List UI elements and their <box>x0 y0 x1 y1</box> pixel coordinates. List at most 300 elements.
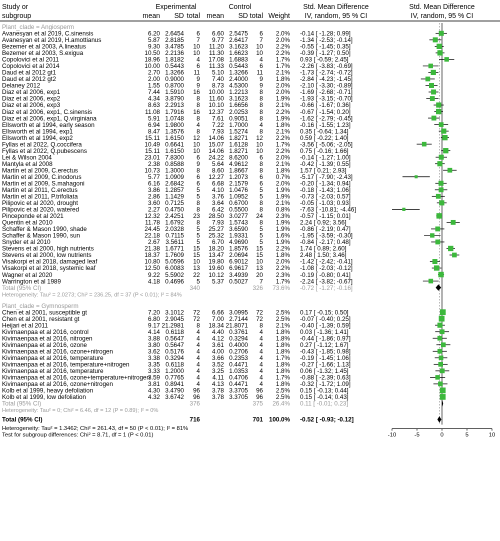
exp-sd: 2.6454 <box>165 30 184 38</box>
ctrl-sd: 1.0353 <box>229 368 248 376</box>
ctrl-mean: 7.93 <box>211 219 224 227</box>
smd-ci: 0.35 [ -0.64; 1.34] <box>300 128 349 136</box>
exp-mean: 8.63 <box>147 102 160 110</box>
exp-mean: 24.45 <box>144 226 160 234</box>
weight: 2.1% <box>275 322 290 330</box>
exp-sd: 3.6742 <box>165 394 184 402</box>
ctrl-mean: 8.73 <box>211 82 224 90</box>
smd-ci: -0.67 [ -1.54; 0.20] <box>300 108 351 116</box>
study-name: Stevens et al 2000, high nutrients <box>2 245 94 253</box>
study-name: Kivimaenpaa et al 2016, ozone+nitrogen <box>2 348 113 356</box>
ctrl-mean: 5.64 <box>211 160 224 168</box>
smd-ci: -0.88 [ -2.39; 0.63] <box>300 374 351 382</box>
exp-total: 6 <box>196 30 200 38</box>
ctrl-sd: 0.3294 <box>229 335 248 343</box>
subgroup-total-weight: 73.6% <box>272 284 290 292</box>
effect-square <box>438 272 443 277</box>
exp-total: 10 <box>193 147 200 155</box>
smd-ci: -2.84 [ -4.23; -1.45] <box>300 76 353 84</box>
smd-ci: -1.69 [ -2.68; -0.71] <box>300 89 353 97</box>
overall-exp-n: 716 <box>189 416 200 424</box>
ctrl-mean: 25.32 <box>208 232 224 240</box>
ctrl-sd: 3.0277 <box>229 213 248 221</box>
effect-square <box>439 356 444 361</box>
exp-mean: 9.22 <box>147 271 160 279</box>
ctrl-total: 4 <box>259 341 263 349</box>
effect-square <box>435 226 440 231</box>
ctrl-mean: 13.47 <box>208 252 224 260</box>
study-name: Fyllas et al 2022, Q.coccifera <box>2 141 82 149</box>
ctrl-mean: 7.40 <box>211 76 224 84</box>
ctrl-mean: 24.22 <box>208 154 224 162</box>
exp-total: 5 <box>196 278 200 286</box>
study-name: Ellsworth et al 1994, early season <box>2 121 95 129</box>
ctrl-mean: 19.80 <box>208 258 224 266</box>
subgroup-total-weight: 26.4% <box>272 400 290 408</box>
x-tick-label: -10 <box>387 432 397 439</box>
ctrl-mean: 6.66 <box>211 309 224 317</box>
study-name: Heijari et al 2011 <box>2 322 48 330</box>
overall-ctrl-n: 701 <box>252 416 263 424</box>
effect-square <box>452 253 457 258</box>
ctrl-mean: 4.12 <box>211 335 224 343</box>
weight: 1.8% <box>275 252 290 260</box>
exp-mean: 1.55 <box>147 82 160 90</box>
exp-total: 8 <box>196 200 200 208</box>
x-tick-label: 0 <box>440 432 444 439</box>
ctrl-sd: 1.7000 <box>229 121 248 129</box>
ctrl-total: 8 <box>259 322 263 330</box>
header-control: Control <box>228 4 252 11</box>
weight: 1.7% <box>275 141 290 149</box>
ctrl-total: 8 <box>259 102 263 110</box>
subgroup-heterogeneity: Heterogeneity: Tau² = 2.0273; Chi² = 236.25, df = 37 (P < 0.01); I² = 84% <box>2 292 182 299</box>
ctrl-total: 6 <box>259 173 263 181</box>
effect-square <box>432 259 437 264</box>
ctrl-total: 4 <box>259 348 263 356</box>
smd-ci: 0.15 [ -0.14; 0.43] <box>300 394 349 402</box>
weight: 1.8% <box>275 381 290 389</box>
ctrl-total: 10 <box>256 147 263 155</box>
exp-mean: 5.91 <box>147 115 160 123</box>
effect-square <box>448 246 453 251</box>
ctrl-sd: 3.1623 <box>229 95 248 103</box>
exp-sd: 1.2000 <box>165 368 184 376</box>
exp-mean: 7.44 <box>147 89 160 97</box>
weight: 1.9% <box>275 95 290 103</box>
exp-sd: 2.0328 <box>165 226 184 234</box>
ctrl-mean: 15.07 <box>208 141 224 149</box>
ctrl-sd: 0.2706 <box>229 348 248 356</box>
weight: 1.9% <box>275 115 290 123</box>
study-name: Diaz et al 2006, exp2 <box>2 95 61 103</box>
ctrl-mean: 4.40 <box>211 328 224 336</box>
exp-sd: 3.8790 <box>165 95 184 103</box>
exp-sd: 3.5611 <box>165 239 184 247</box>
ctrl-mean: 9.77 <box>211 37 224 45</box>
effect-square <box>431 116 436 121</box>
subgroup-heterogeneity: Heterogeneity: Tau² = 0; Chi² = 6.46, df = 12 (P = 0.89); I² = 0% <box>2 408 159 415</box>
overall-weight: 100.0% <box>269 416 290 424</box>
ctrl-sd: 1.6128 <box>229 141 248 149</box>
ctrl-mean: 12.27 <box>208 173 224 181</box>
effect-square <box>439 187 444 192</box>
weight: 2.5% <box>275 315 290 323</box>
ctrl-total: 5 <box>259 193 263 201</box>
ctrl-total: 8 <box>259 160 263 168</box>
ctrl-total: 4 <box>259 328 263 336</box>
exp-total: 4 <box>196 56 200 64</box>
exp-mean: 2.67 <box>147 239 160 247</box>
weight: 2.2% <box>275 43 290 51</box>
weight: 2.1% <box>275 200 290 208</box>
smd-ci: -0.20 [ -1.34; 0.94] <box>300 180 351 188</box>
header-smd-line1: Std. Mean Difference <box>303 4 369 11</box>
exp-mean: 8.47 <box>147 128 160 136</box>
study-name: Quentin et al 2010 <box>2 219 53 227</box>
weight: 2.0% <box>275 30 290 38</box>
effect-square <box>430 233 434 237</box>
ctrl-sd: 3.0995 <box>229 309 248 317</box>
ctrl-sd: 2.0253 <box>229 108 248 116</box>
weight: 2.2% <box>275 108 290 116</box>
x-tick-label: 5 <box>465 432 469 439</box>
x-tick-label: 10 <box>488 432 496 439</box>
exp-mean: 11.78 <box>144 219 160 227</box>
effect-square <box>430 96 435 101</box>
ctrl-total: 15 <box>256 245 263 253</box>
exp-sd: 2.2913 <box>165 102 184 110</box>
ctrl-mean: 4.00 <box>211 348 224 356</box>
study-name: Lei & Wilson 2004 <box>2 154 52 162</box>
weight: 1.8% <box>275 121 290 129</box>
header-ctrl-sd: SD <box>238 13 248 20</box>
effect-square <box>444 57 449 62</box>
smd-ci: -3.56 [ -5.06; -2.05] <box>300 141 353 149</box>
header-ctrl-mean: mean <box>206 13 224 20</box>
exp-total: 8 <box>196 128 200 136</box>
effect-square <box>440 388 446 394</box>
weight: 2.0% <box>275 258 290 266</box>
ctrl-total: 8 <box>259 167 263 175</box>
header-ctrl-total: total <box>249 13 263 20</box>
exp-sd: 3.4785 <box>165 43 184 51</box>
exp-total: 5 <box>196 239 200 247</box>
effect-square <box>435 240 440 245</box>
exp-mean: 10.73 <box>144 167 160 175</box>
weight: 1.8% <box>275 328 290 336</box>
ctrl-sd: 0.9051 <box>229 115 248 123</box>
exp-sd: 0.7115 <box>165 232 184 240</box>
study-name: Kivimaenpaa et al 2016, nitrogen <box>2 335 93 343</box>
ctrl-sd: 0.4000 <box>229 341 248 349</box>
exp-sd: 0.6641 <box>165 141 184 149</box>
ctrl-mean: 3.76 <box>211 193 224 201</box>
study-name: Diaz et al 2006, exp3 <box>2 102 61 110</box>
weight: 1.8% <box>275 167 290 175</box>
ctrl-mean: 18.34 <box>208 322 224 330</box>
smd-ci: -0.44 [ -1.86; 0.97] <box>300 335 351 343</box>
smd-ci: 0.03 [ -1.36; 1.41] <box>300 328 349 336</box>
study-name: Diaz et al 2006, exp1, Q.virginiana <box>2 115 97 123</box>
study-name: Copolovici et al 2011 <box>2 56 59 64</box>
exp-sd: 2.6842 <box>165 180 184 188</box>
exp-mean: 12.50 <box>144 265 160 273</box>
study-name: Snyder et al 2010 <box>2 239 51 247</box>
ctrl-mean: 4.13 <box>211 381 224 389</box>
ctrl-sd: 3.6590 <box>229 226 248 234</box>
smd-ci: -0.14 [ -1.27; 1.00] <box>300 154 351 162</box>
exp-mean: 2.00 <box>147 76 160 84</box>
exp-total: 4 <box>196 368 200 376</box>
exp-sd: 1.9800 <box>165 121 184 129</box>
ctrl-total: 13 <box>256 265 263 273</box>
ctrl-sd: 0.5027 <box>229 278 248 286</box>
study-name: Wagner et al 2020 <box>2 271 53 279</box>
exp-sd: 2.2136 <box>165 50 184 58</box>
ctrl-mean: 3.52 <box>211 361 224 369</box>
exp-total: 72 <box>193 309 200 317</box>
header-plot-line2: IV, random, 95 % CI <box>410 13 474 20</box>
exp-mean: 2.70 <box>147 69 160 77</box>
smd-ci: -1.08 [ -2.03; -0.12] <box>300 265 353 273</box>
exp-sd: 1.0909 <box>165 173 184 181</box>
footer-line: Test for subgroup differences: Chi² = 8.71, df = 1 (P < 0.01) <box>2 432 154 439</box>
exp-total: 4 <box>196 335 200 343</box>
effect-square <box>439 316 445 322</box>
exp-mean: 2.27 <box>147 206 160 214</box>
study-name: Kivimaenpaa et al 2016, ozone+temperature+nitrogen <box>2 374 150 382</box>
ctrl-total: 4 <box>259 335 263 343</box>
exp-total: 10 <box>193 50 200 58</box>
ctrl-mean: 5.37 <box>211 278 224 286</box>
ctrl-total: 5 <box>259 239 263 247</box>
weight: 2.1% <box>275 69 290 77</box>
exp-mean: 4.30 <box>147 387 160 395</box>
study-name: Daud et al 2012 gt2 <box>2 76 57 84</box>
exp-mean: 3.60 <box>147 200 160 208</box>
exp-total: 10 <box>193 43 200 51</box>
effect-square <box>439 155 444 160</box>
ctrl-sd: 0.3761 <box>229 328 248 336</box>
smd-ci: 1.74 [ 0.89; 2.60] <box>300 245 347 253</box>
exp-mean: 11.08 <box>144 108 160 116</box>
exp-sd: 1.3576 <box>165 128 184 136</box>
exp-mean: 2.38 <box>147 160 160 168</box>
ctrl-sd: 1.5274 <box>229 128 248 136</box>
smd-ci: -1.62 [ -2.79; -0.45] <box>300 115 353 123</box>
exp-mean: 10.50 <box>144 50 160 58</box>
exp-mean: 21.38 <box>144 245 160 253</box>
overall-ci: -0.52 [ -0.93; -0.12] <box>300 416 354 424</box>
smd-ci: 0.06 [ -1.32; 1.45] <box>300 368 349 376</box>
ctrl-total: 96 <box>256 387 263 395</box>
exp-sd: 0.4750 <box>165 206 184 214</box>
effect-square <box>437 336 442 341</box>
weight: 2.2% <box>275 265 290 273</box>
study-name: Schaffer & Mason 1990, sun <box>2 232 80 240</box>
ctrl-mean: 14.06 <box>208 147 224 155</box>
study-name: Fyllas et al 2022, Q.pubescens <box>2 147 87 155</box>
ctrl-mean: 7.61 <box>211 115 224 123</box>
ctrl-sd: 1.0952 <box>229 193 248 201</box>
ctrl-mean: 6.68 <box>211 180 224 188</box>
ctrl-mean: 11.20 <box>208 43 224 51</box>
study-name: Pilipovic et al 2020, watered <box>2 206 80 214</box>
exp-total: 8 <box>196 206 200 214</box>
ctrl-mean: 7.22 <box>211 121 224 129</box>
exp-sd: 1.3266 <box>165 69 184 77</box>
exp-sd: 21.2981 <box>161 322 184 330</box>
exp-mean: 9.17 <box>147 322 160 330</box>
ctrl-mean: 17.08 <box>208 56 224 64</box>
smd-ci: -0.39 [ -1.27; 0.50] <box>300 50 351 58</box>
effect-square <box>443 148 448 153</box>
study-name: Copolovici et al 2014 <box>2 63 60 71</box>
smd-ci: 0.27 [ -1.12; 1.67] <box>300 341 349 349</box>
ctrl-mean: 10.00 <box>208 89 224 97</box>
subgroup-total-ci: -0.72 [ -1.27; -0.16] <box>300 284 353 292</box>
ctrl-total: 5 <box>259 187 263 194</box>
exp-sd: 3.1012 <box>165 309 184 317</box>
smd-ci: -0.19 [ -0.80; 0.41] <box>300 271 351 279</box>
exp-mean: 3.33 <box>147 368 160 376</box>
exp-mean: 4.32 <box>147 394 160 402</box>
ctrl-mean: 10.12 <box>208 271 224 279</box>
effect-square <box>429 83 434 88</box>
ctrl-mean: 3.25 <box>211 368 224 376</box>
exp-sd: 0.5176 <box>165 348 184 356</box>
exp-total: 6 <box>196 63 200 71</box>
exp-total: 11 <box>193 69 200 77</box>
ctrl-total: 4 <box>259 56 263 64</box>
weight: 0.7% <box>275 173 290 181</box>
exp-total: 8 <box>196 322 200 330</box>
exp-total: 6 <box>196 173 200 181</box>
forest-rows <box>2 23 460 439</box>
weight: 2.1% <box>275 128 290 136</box>
exp-total: 4 <box>196 355 200 362</box>
ctrl-total: 8 <box>259 108 263 116</box>
ctrl-total: 6 <box>259 154 263 162</box>
ctrl-sd: 1.8271 <box>229 147 248 155</box>
footer-line: Heterogeneity: Tau² = 1.3462; Chi² = 261.43, df = 50 (P < 0.01); I² = 81% <box>2 426 189 433</box>
subgroup-total-label: Total (95% CI) <box>2 284 42 292</box>
exp-sd: 0.6118 <box>165 328 184 336</box>
study-name: Pilipovic et al 2020, drought <box>2 200 79 208</box>
ctrl-sd: 1.5743 <box>229 219 248 227</box>
study-name: Kivimaenpaa et al 2016, ozone+nitrogen <box>2 381 113 389</box>
weight: 2.1% <box>275 160 290 168</box>
ctrl-total: 4 <box>259 381 263 389</box>
effect-square <box>435 375 440 380</box>
ctrl-total: 6 <box>259 30 263 38</box>
exp-total: 4 <box>196 121 200 129</box>
study-name: Martin et al 2011, P.trifoliata <box>2 193 78 201</box>
table-row <box>2 278 439 285</box>
weight: 2.0% <box>275 180 290 188</box>
ctrl-mean: 11.60 <box>208 95 224 103</box>
smd-ci: -0.19 [ -1.45; 1.06] <box>300 355 351 362</box>
smd-ci: -0.55 [ -1.45; 0.35] <box>300 43 351 51</box>
exp-total: 8 <box>196 219 200 227</box>
weight: 2.5% <box>275 394 290 402</box>
exp-sd: 1.6150 <box>165 147 184 155</box>
smd-ci: -1.93 [ -3.15; -0.70] <box>300 95 353 103</box>
weight: 1.7% <box>275 374 290 382</box>
study-name: Martin et al 2009, C.erectus <box>2 167 79 175</box>
ctrl-sd: 1.6623 <box>229 50 248 58</box>
effect-square <box>425 77 430 82</box>
ctrl-sd: 2.5475 <box>229 30 248 38</box>
ctrl-mean: 11.33 <box>208 63 224 71</box>
weight: 1.8% <box>275 368 290 376</box>
exp-total: 96 <box>193 387 200 395</box>
exp-mean: 15.11 <box>144 134 160 142</box>
ctrl-sd: 3.3705 <box>229 387 248 395</box>
ctrl-sd: 8.6200 <box>229 154 248 162</box>
smd-ci: -0.18 [ -1.43; 1.06] <box>300 187 351 194</box>
exp-mean: 6.20 <box>147 30 160 38</box>
smd-ci: -0.57 [ -1.15; 0.01] <box>300 213 351 221</box>
ctrl-sd: 21.8071 <box>225 322 248 330</box>
smd-ci: 0.17 [ -0.15; 0.50] <box>300 309 349 317</box>
exp-total: 4 <box>196 381 200 389</box>
effect-square <box>428 64 433 69</box>
exp-sd: 1.6771 <box>165 245 184 253</box>
weight: 1.8% <box>275 361 290 369</box>
effect-square <box>436 109 441 114</box>
exp-sd: 0.4696 <box>165 278 184 286</box>
effect-square <box>437 50 442 55</box>
smd-ci: -1.34 [ -2.53; -0.14] <box>300 37 353 45</box>
subgroup-total-label: Total (95% CI) <box>2 400 42 408</box>
table-header <box>0 4 500 21</box>
ctrl-sd: 1.2073 <box>229 173 248 181</box>
effect-square <box>440 309 446 315</box>
study-name: Ellsworth et al 1994, exp1 <box>2 128 73 136</box>
ctrl-sd: 2.4000 <box>229 76 248 84</box>
exp-sd: 0.3294 <box>165 355 184 362</box>
ctrl-total: 10 <box>256 258 263 266</box>
study-name: Chen et al 2001, susceptible gt <box>2 309 87 317</box>
study-name: Avanesyan et al 2019, H.amottianus <box>2 37 102 45</box>
study-name: Kivimaenpaa et al 2016, temperature <box>2 368 104 376</box>
exp-sd: 5.5902 <box>165 271 184 279</box>
exp-mean: 22.18 <box>144 232 160 240</box>
x-tick-label: -5 <box>414 432 420 439</box>
exp-total: 16 <box>193 89 200 97</box>
study-name: Chen et al 2001, resistant gt <box>2 315 80 323</box>
smd-ci: -1.73 [ -2.74; -0.72] <box>300 69 353 77</box>
exp-mean: 4.34 <box>147 95 160 103</box>
effect-square <box>438 382 443 387</box>
effect-square <box>451 220 456 225</box>
weight: 1.9% <box>275 226 290 234</box>
ctrl-sd: 3.3705 <box>229 394 248 402</box>
subgroup-label: Plant_clade = Angiosperm <box>2 24 75 31</box>
exp-sd: 0.9000 <box>165 76 184 84</box>
effect-square <box>436 213 441 218</box>
weight: 2.1% <box>275 102 290 110</box>
exp-total: 12 <box>193 134 200 142</box>
ctrl-total: 5 <box>259 226 263 234</box>
ctrl-mean: 3.78 <box>211 394 224 402</box>
ctrl-total: 7 <box>259 278 263 286</box>
exp-sd: 1.1429 <box>165 193 184 201</box>
exp-sd: 0.7125 <box>165 200 184 208</box>
exp-mean: 9.30 <box>147 43 160 51</box>
